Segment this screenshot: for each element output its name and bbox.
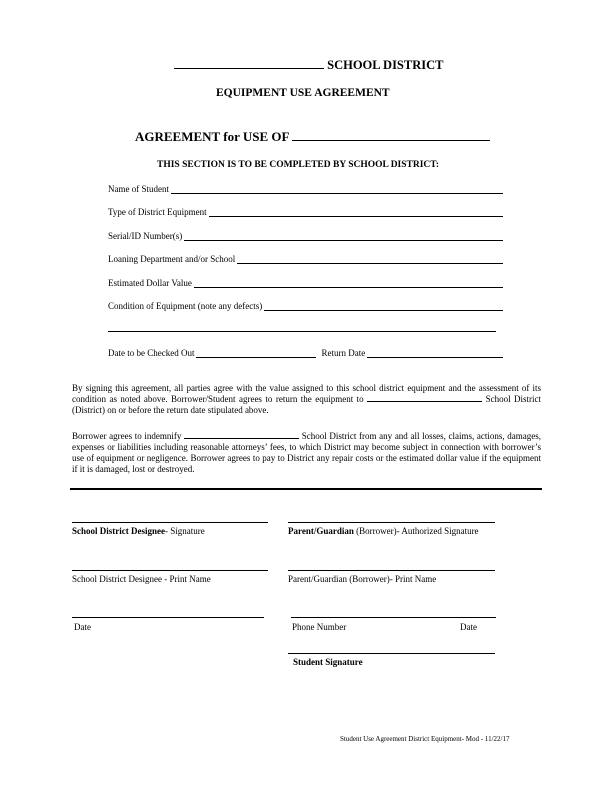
student-signature-label: Student Signature — [293, 657, 363, 667]
date-label-right: Date — [460, 622, 477, 632]
condition-continuation-line[interactable] — [108, 331, 496, 332]
indemnify-paragraph — [72, 431, 541, 475]
checkout-date-label: Date to be Checked Out — [108, 348, 195, 358]
designee-signature-label — [72, 526, 205, 536]
guardian-label-suffix: (Borrower)- Authorized Signature — [353, 526, 479, 536]
field-label: Loaning Department and/or School — [108, 254, 236, 264]
phone-number-label: Phone Number — [292, 622, 347, 632]
field-estimated-value — [108, 276, 503, 288]
section-heading: THIS SECTION IS TO BE COMPLETED BY SCHOOL DISTRICT: — [157, 160, 440, 170]
field-label: Condition of Equipment (note any defects) — [108, 301, 263, 311]
paragraph-text: School District (District) on or before the return date stipulated above. — [72, 394, 542, 415]
checkout-date-input-line[interactable] — [196, 348, 316, 358]
field-condition — [108, 299, 503, 311]
field-input-line[interactable] — [171, 184, 503, 194]
field-dates — [108, 346, 503, 358]
field-label: Serial/ID Number(s) — [108, 231, 183, 241]
guardian-signature-line[interactable] — [288, 522, 495, 523]
section-divider — [70, 488, 542, 490]
guardian-bold-label: Parent/Guardian — [288, 526, 354, 536]
guardian-print-line[interactable] — [288, 570, 495, 571]
designee-bold-label: School District Designee — [72, 526, 165, 536]
district-title-line — [174, 58, 443, 73]
field-input-line[interactable] — [264, 301, 503, 311]
paragraph-text: School District from any and all losses, claims, actions, damages, expenses or liabilities including reasonable attorneys’ fees, to which District may become subject in connection with borrower’s use of equipment or negligence. Borrower agrees to pay to District any repair costs or the estimated dollar value if the equipment if it is damaged, lost or destroyed. — [72, 431, 542, 474]
phone-date-line[interactable] — [291, 617, 496, 618]
agreement-paragraph — [72, 383, 541, 416]
field-loaning-department — [108, 252, 503, 264]
guardian-print-label: Parent/Guardian (Borrower)- Print Name — [288, 574, 437, 584]
district-title: SCHOOL DISTRICT — [327, 58, 444, 72]
field-name-of-student — [108, 182, 503, 194]
document-title: EQUIPMENT USE AGREEMENT — [216, 87, 390, 99]
field-serial-id — [108, 229, 503, 241]
date-line-left[interactable] — [72, 617, 264, 618]
field-input-line[interactable] — [237, 254, 503, 264]
agreement-line — [135, 129, 490, 145]
agreement-label: AGREEMENT for USE OF — [135, 129, 289, 144]
footer-text: Student Use Agreement District Equipment- Mod - 11/22/17 — [340, 735, 510, 743]
return-date-label: Return Date — [321, 348, 366, 358]
field-label: Name of Student — [108, 184, 169, 194]
agreement-item-blank[interactable] — [292, 140, 490, 141]
district-name-blank[interactable] — [184, 438, 299, 439]
designee-label-suffix: - Signature — [164, 526, 205, 536]
return-date-input-line[interactable] — [367, 348, 503, 358]
field-label: Type of District Equipment — [108, 207, 207, 217]
field-input-line[interactable] — [184, 231, 503, 241]
designee-print-label: School District Designee - Print Name — [72, 574, 211, 584]
field-input-line[interactable] — [209, 207, 503, 217]
student-signature-line[interactable] — [288, 653, 495, 654]
designee-signature-line[interactable] — [72, 522, 268, 523]
district-name-blank[interactable] — [367, 401, 482, 402]
field-type-of-equipment — [108, 205, 503, 217]
paragraph-text: By signing this agreement, all parties agree with the value assigned to this school district equipment and the assessment of its condition as noted above. Borrower/Student agrees to return the equipment to — [72, 383, 541, 404]
district-name-blank[interactable] — [174, 68, 324, 69]
field-label: Estimated Dollar Value — [108, 278, 192, 288]
guardian-signature-label — [288, 526, 479, 536]
field-input-line[interactable] — [194, 278, 503, 288]
designee-print-line[interactable] — [72, 570, 268, 571]
date-label-left: Date — [74, 622, 91, 632]
paragraph-text: Borrower agrees to indemnify — [72, 431, 182, 441]
